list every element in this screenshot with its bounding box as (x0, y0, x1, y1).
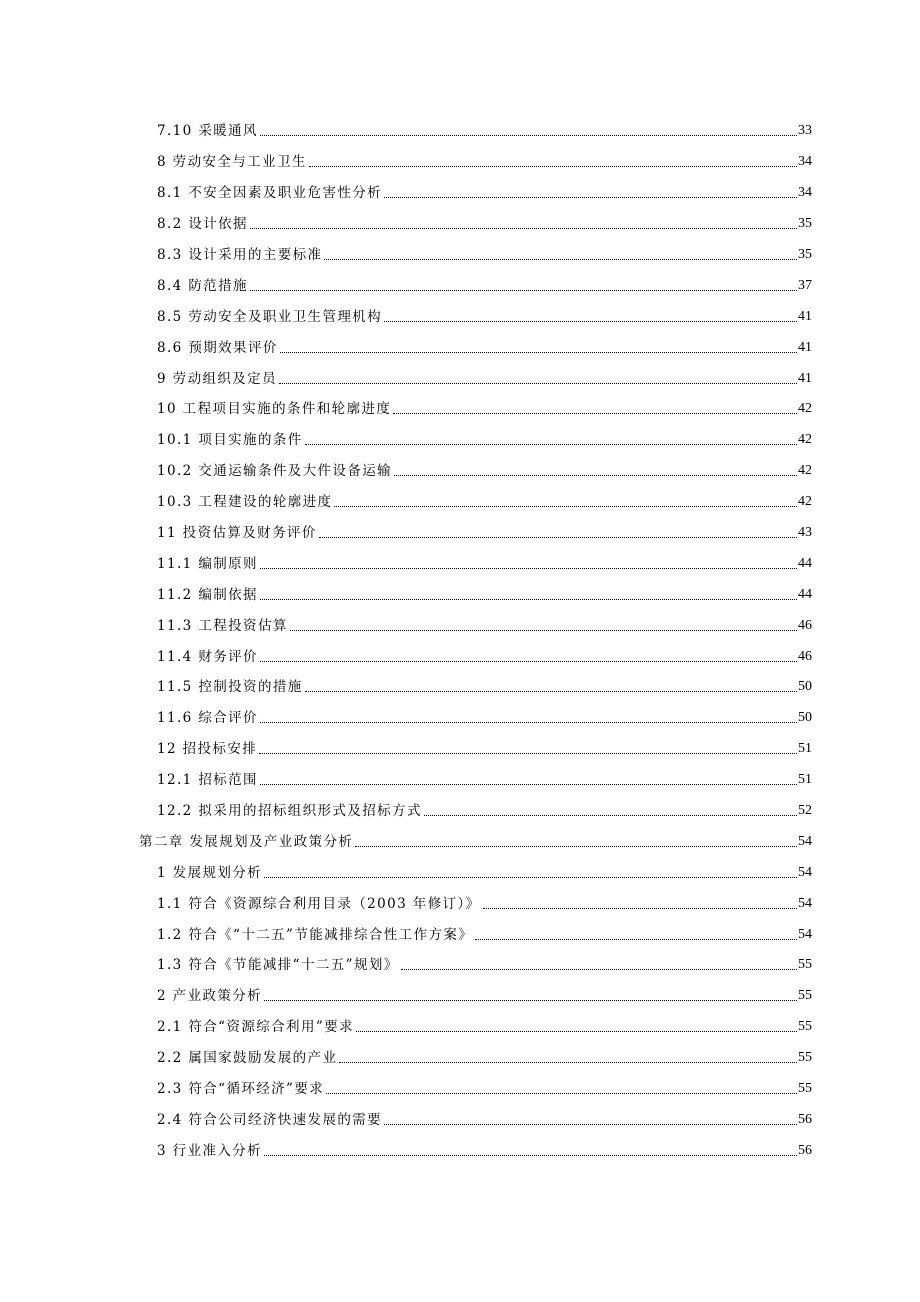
dot-leader (324, 259, 797, 260)
toc-entry[interactable] (0, 456, 920, 487)
dot-leader (356, 1031, 797, 1032)
toc-entry[interactable] (0, 1012, 920, 1043)
toc-entry[interactable] (0, 950, 920, 981)
toc-entry-line (157, 216, 920, 232)
toc-entry-page-number: 54 (798, 895, 812, 911)
toc-entry-line (157, 432, 920, 448)
dot-leader (305, 444, 797, 445)
toc-entry-page-number: 55 (798, 1050, 812, 1066)
toc-entry-line (157, 494, 920, 510)
toc-entry-page-number: 52 (798, 803, 812, 819)
toc-entry[interactable] (0, 579, 920, 610)
dot-leader (424, 815, 797, 816)
toc-entry[interactable] (0, 116, 920, 147)
toc-entry-title: 11.3 工程投资估算 (157, 617, 288, 634)
toc-entry[interactable] (0, 981, 920, 1012)
dot-leader (260, 722, 797, 723)
toc-entry[interactable] (0, 703, 920, 734)
toc-entry-title: 8.5 劳动安全及职业卫生管理机构 (157, 308, 383, 325)
dot-leader (394, 475, 797, 476)
dot-leader (339, 1062, 797, 1063)
toc-entry-page-number: 37 (798, 277, 812, 293)
toc-entry-title: 8.1 不安全因素及职业危害性分析 (157, 185, 383, 202)
toc-entry-title: 2.2 属国家鼓励发展的产业 (157, 1050, 338, 1067)
toc-entry-line (157, 525, 920, 541)
toc-entry[interactable] (0, 1135, 920, 1166)
toc-entry-title: 7.10 采暖通风 (157, 123, 258, 140)
dot-leader (259, 753, 797, 754)
toc-entry-line (157, 896, 920, 912)
toc-entry-title: 11.6 综合评价 (157, 710, 258, 727)
toc-entry-line (157, 957, 920, 973)
dot-leader (326, 1093, 797, 1094)
toc-entry[interactable] (0, 270, 920, 301)
toc-entry[interactable] (0, 1074, 920, 1105)
dot-leader (319, 537, 797, 538)
toc-entry-page-number: 35 (798, 247, 812, 262)
toc-entry-title: 10.1 项目实施的条件 (157, 432, 303, 449)
toc-entry-line (157, 185, 920, 201)
toc-entry-page-number: 41 (798, 308, 812, 324)
toc-entry-line (157, 679, 920, 695)
toc-entry[interactable] (0, 178, 920, 209)
toc-entry[interactable] (0, 332, 920, 363)
toc-entry-title: 11.1 编制原则 (157, 555, 258, 572)
toc-entry-page-number: 46 (798, 617, 812, 633)
toc-entry-line (157, 1050, 920, 1066)
toc-entry-line (157, 463, 920, 479)
table-of-contents (0, 116, 920, 1166)
toc-entry-line (157, 340, 920, 356)
toc-entry[interactable] (0, 610, 920, 641)
toc-entry[interactable] (0, 796, 920, 827)
toc-entry-page-number: 44 (798, 555, 812, 571)
toc-entry-line (157, 1112, 920, 1128)
dot-leader (279, 383, 797, 384)
toc-entry[interactable] (0, 518, 920, 549)
toc-entry[interactable] (0, 394, 920, 425)
toc-entry-title: 9 劳动组织及定员 (157, 370, 277, 387)
toc-entry-page-number: 35 (798, 216, 812, 232)
toc-entry-line (157, 710, 920, 726)
dot-leader (264, 1155, 797, 1156)
dot-leader (384, 1124, 797, 1125)
dot-leader (250, 228, 797, 229)
toc-entry-page-number: 33 (798, 123, 812, 139)
toc-entry[interactable] (0, 888, 920, 919)
toc-entry[interactable] (0, 641, 920, 672)
dot-leader (260, 135, 797, 136)
toc-entry[interactable] (0, 240, 920, 271)
toc-entry-line (157, 587, 920, 603)
dot-leader (401, 969, 797, 970)
toc-entry-title: 1.3 符合《节能减排“十二五”规划》 (157, 957, 399, 974)
toc-entry-title: 1.2 符合《“十二五”节能减排综合性工作方案》 (157, 926, 474, 943)
toc-entry-page-number: 44 (798, 586, 812, 602)
toc-entry-title: 10.2 交通运输条件及大件设备运输 (157, 463, 393, 480)
toc-entry-line (157, 803, 920, 819)
toc-entry-title: 11 投资估算及财务评价 (157, 525, 317, 542)
dot-leader (309, 166, 797, 167)
toc-entry-page-number: 54 (798, 864, 812, 880)
toc-entry-line (157, 247, 920, 263)
dot-leader (483, 908, 797, 909)
toc-entry[interactable] (0, 826, 920, 857)
toc-entry-line (157, 309, 920, 325)
toc-entry-page-number: 56 (798, 1142, 812, 1158)
dot-leader (260, 568, 797, 569)
toc-entry-title: 12 招投标安排 (157, 741, 258, 758)
toc-entry-page-number: 42 (798, 463, 812, 479)
toc-entry-line (157, 556, 920, 572)
toc-entry-title: 11.2 编制依据 (157, 586, 258, 603)
dot-leader (264, 877, 797, 878)
toc-entry[interactable] (0, 734, 920, 765)
dot-leader (334, 506, 797, 507)
toc-entry[interactable] (0, 147, 920, 178)
toc-entry-page-number: 34 (798, 154, 812, 170)
dot-leader (280, 352, 797, 353)
toc-entry-title: 12.2 拟采用的招标组织形式及招标方式 (157, 803, 422, 820)
toc-entry-title: 8.4 防范措施 (157, 277, 248, 294)
toc-entry[interactable] (0, 487, 920, 518)
toc-entry-line (157, 123, 920, 139)
dot-leader (250, 290, 797, 291)
toc-entry-title: 10 工程项目实施的条件和轮廓进度 (157, 401, 392, 418)
toc-entry-title: 2.4 符合公司经济快速发展的需要 (157, 1111, 383, 1128)
toc-entry-title: 2.1 符合“资源综合利用”要求 (157, 1019, 354, 1036)
toc-entry[interactable] (0, 301, 920, 332)
toc-entry-line (157, 401, 920, 417)
toc-entry[interactable] (0, 1105, 920, 1136)
dot-leader (260, 661, 797, 662)
dot-leader (260, 599, 797, 600)
toc-entry-line (157, 988, 920, 1004)
toc-entry-line (157, 154, 920, 170)
toc-entry[interactable] (0, 548, 920, 579)
toc-entry-page-number: 42 (798, 432, 812, 448)
toc-entry-page-number: 51 (798, 741, 812, 757)
toc-entry-line (157, 927, 920, 943)
dot-leader (264, 1000, 797, 1001)
toc-entry-line (157, 649, 920, 665)
toc-entry[interactable] (0, 672, 920, 703)
toc-entry-page-number: 55 (798, 988, 812, 1004)
toc-entry-page-number: 46 (798, 648, 812, 664)
toc-entry-page-number: 43 (798, 525, 812, 541)
toc-entry[interactable] (0, 919, 920, 950)
dot-leader (384, 321, 797, 322)
toc-entry-title: 8.6 预期效果评价 (157, 339, 278, 356)
dot-leader (355, 846, 797, 847)
toc-entry-page-number: 55 (798, 1019, 812, 1035)
toc-entry[interactable] (0, 363, 920, 394)
dot-leader (384, 197, 797, 198)
toc-entry-title: 8 劳动安全与工业卫生 (157, 154, 307, 171)
toc-entry-page-number: 50 (798, 710, 812, 726)
toc-entry-page-number: 42 (798, 401, 812, 417)
dot-leader (393, 413, 797, 414)
toc-entry-line (157, 741, 920, 757)
dot-leader (475, 939, 797, 940)
dot-leader (290, 630, 797, 631)
toc-entry-title: 3 行业准入分析 (157, 1142, 263, 1159)
toc-entry-page-number: 55 (798, 957, 812, 973)
toc-entry-line (157, 1019, 920, 1035)
toc-entry-title: 2.3 符合“循环经济”要求 (157, 1081, 325, 1098)
toc-entry-line (157, 772, 920, 788)
toc-entry-page-number: 42 (798, 494, 812, 510)
toc-entry-line (157, 1143, 920, 1159)
toc-entry-page-number: 50 (798, 679, 812, 695)
toc-entry-line (157, 1081, 920, 1097)
toc-entry-title: 11.4 财务评价 (157, 648, 258, 665)
toc-entry-page-number: 51 (798, 772, 812, 788)
toc-entry-line (139, 834, 920, 850)
toc-entry-page-number: 41 (798, 339, 812, 355)
toc-entry-page-number: 56 (798, 1111, 812, 1127)
toc-entry-title: 1 发展规划分析 (157, 864, 263, 881)
toc-entry-line (157, 371, 920, 387)
toc-entry-title: 12.1 招标范围 (157, 772, 258, 789)
toc-entry-line (157, 278, 920, 294)
toc-entry-page-number: 34 (798, 185, 812, 201)
toc-entry-title: 11.5 控制投资的措施 (157, 679, 303, 696)
toc-entry-page-number: 55 (798, 1081, 812, 1097)
toc-entry[interactable] (0, 1043, 920, 1074)
toc-entry-line (157, 618, 920, 634)
toc-entry-title: 8.3 设计采用的主要标准 (157, 247, 323, 263)
toc-entry-title: 8.2 设计依据 (157, 216, 248, 233)
toc-entry-title: 第二章 发展规划及产业政策分析 (139, 833, 354, 850)
dot-leader (305, 691, 797, 692)
toc-entry[interactable] (0, 765, 920, 796)
toc-entry-page-number: 54 (798, 833, 812, 849)
toc-entry-title: 10.3 工程建设的轮廓进度 (157, 494, 333, 511)
dot-leader (260, 784, 797, 785)
toc-entry-page-number: 54 (798, 926, 812, 942)
toc-entry[interactable] (0, 857, 920, 888)
toc-entry-page-number: 41 (798, 370, 812, 386)
toc-entry-title: 1.1 符合《资源综合利用目录（2003 年修订）》 (157, 895, 481, 912)
toc-entry-line (157, 865, 920, 881)
toc-entry-title: 2 产业政策分析 (157, 988, 263, 1005)
toc-entry[interactable] (0, 425, 920, 456)
toc-entry[interactable] (0, 209, 920, 240)
